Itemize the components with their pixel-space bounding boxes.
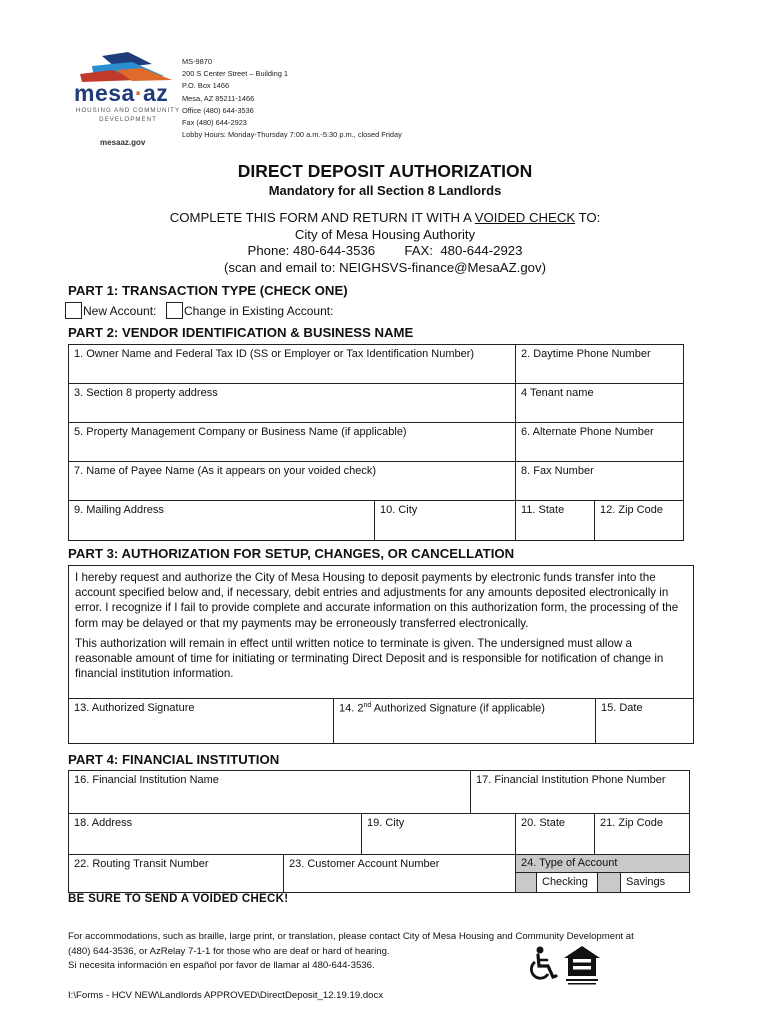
payee-name-field[interactable] xyxy=(68,461,516,501)
field-label: 8. Fax Number xyxy=(521,465,594,477)
housing-authority-name: City of Mesa Housing Authority xyxy=(294,226,476,242)
accommodations-line: For accommodations, such as braille, large print, or translation, please contact City of Mesa Housing and Community Development at xyxy=(68,931,634,942)
logo-url: mesaaz.gov xyxy=(100,138,146,147)
checking-checkbox[interactable] xyxy=(515,872,537,893)
part3-heading: PART 3: AUTHORIZATION FOR SETUP, CHANGES, OR CANCELLATION xyxy=(68,546,515,561)
field-label: 13. Authorized Signature xyxy=(74,702,195,714)
field-label: 4 Tenant name xyxy=(521,387,594,399)
voided-check-text: VOIDED CHECK xyxy=(474,210,576,225)
field-label: 15. Date xyxy=(601,702,643,714)
office-address xyxy=(182,56,402,141)
field-label: 10. City xyxy=(380,504,418,516)
accommodations-note xyxy=(68,930,698,974)
field-label: 23. Customer Account Number xyxy=(289,858,440,870)
mesa-az-logo-mark xyxy=(72,50,180,84)
address-line: Office (480) 644-3536 xyxy=(182,105,254,115)
equal-housing-icon xyxy=(562,944,602,991)
field-label: 24. Type of Account xyxy=(521,857,618,869)
authorization-paragraph: I hereby request and authorize the City of Mesa Housing to deposit payments by electronic funds transfer into the account specified below and, if necessary, debit entries and adjustments for any amounts deposited electronically in error. I recognize if I fail to provide complete and accurate information on this authorization form, the processing of the form may be delayed or that my payments may be erroneously transferred electronically. xyxy=(75,571,679,630)
address-line: Fax (480) 644-2923 xyxy=(182,118,247,128)
address-line: Lobby Hours: Monday-Thursday 7:00 a.m.-5:30 p.m., closed Friday xyxy=(182,130,402,140)
account-number-field[interactable] xyxy=(283,854,516,893)
account-type-header xyxy=(515,854,690,873)
alternate-phone-field[interactable] xyxy=(515,422,684,462)
form-subtitle: Mandatory for all Section 8 Landlords xyxy=(268,183,502,198)
institution-phone-field[interactable] xyxy=(470,770,690,814)
institution-address-field[interactable] xyxy=(68,813,362,855)
authorization-text xyxy=(68,565,694,699)
new-account-checkbox[interactable] xyxy=(65,302,82,319)
zip-code-field[interactable] xyxy=(594,500,684,541)
field-label: 3. Section 8 property address xyxy=(74,387,218,399)
field-label: 21. Zip Code xyxy=(600,817,663,829)
daytime-phone-field[interactable] xyxy=(515,344,684,384)
logo-wordmark: mesa·az xyxy=(74,80,169,106)
field-label: 22. Routing Transit Number xyxy=(74,858,209,870)
owner-name-field[interactable] xyxy=(68,344,516,384)
field-label: 2. Daytime Phone Number xyxy=(521,348,651,360)
logo-subtitle: HOUSING AND COMMUNITY DEVELOPMENT xyxy=(75,107,181,123)
instruction-text-end: TO: xyxy=(575,210,601,225)
checking-label: Checking xyxy=(542,876,588,888)
fax-number-field[interactable] xyxy=(515,461,684,501)
part1-heading: PART 1: TRANSACTION TYPE (CHECK ONE) xyxy=(68,283,348,298)
file-path-footer: I:\Forms - HCV NEW\Landlords APPROVED\DirectDeposit_12.19.19.docx xyxy=(68,990,384,1001)
institution-zip-field[interactable] xyxy=(594,813,690,855)
voided-check-note: BE SURE TO SEND A VOIDED CHECK! xyxy=(68,893,289,905)
field-label: 5. Property Management Company or Business Name (if applicable) xyxy=(74,426,407,438)
email-instruction: (scan and email to: NEIGHSVS-finance@MesaAZ.gov) xyxy=(224,259,546,275)
change-account-label: Change in Existing Account: xyxy=(184,304,334,318)
accommodations-line: (480) 644-3536, or AzRelay 7-1-1 for those who are deaf or hard of hearing. xyxy=(68,945,390,957)
field-label: 19. City xyxy=(367,817,405,829)
accessibility-icon xyxy=(526,946,558,987)
city-field[interactable] xyxy=(374,500,516,541)
change-account-checkbox[interactable] xyxy=(166,302,183,319)
instructions xyxy=(0,210,770,276)
part4-heading: PART 4: FINANCIAL INSTITUTION xyxy=(68,752,280,767)
field-label: 9. Mailing Address xyxy=(74,504,164,516)
field-label: 16. Financial Institution Name xyxy=(74,774,219,786)
field-label: 20. State xyxy=(521,817,566,829)
field-label: 18. Address xyxy=(74,817,133,829)
field-label: 12. Zip Code xyxy=(600,504,663,516)
state-field[interactable] xyxy=(515,500,595,541)
institution-state-field[interactable] xyxy=(515,813,595,855)
savings-label: Savings xyxy=(626,876,666,888)
part2-heading: PART 2: VENDOR IDENTIFICATION & BUSINESS NAME xyxy=(68,325,414,340)
field-label: 1. Owner Name and Federal Tax ID (SS or Employer or Tax Identification Number) xyxy=(74,348,475,360)
field-label: 6. Alternate Phone Number xyxy=(521,426,654,438)
termination-paragraph: This authorization will remain in effect until written notice to terminate is given. The undersigned must allow a reasonable amount of time for initiating or terminating Direct Deposit and is responsible for notification of change in financial institution information. xyxy=(75,636,664,681)
tenant-name-field[interactable] xyxy=(515,383,684,423)
new-account-label: New Account: xyxy=(83,304,157,318)
field-label: 17. Financial Institution Phone Number xyxy=(476,774,666,786)
savings-checkbox[interactable] xyxy=(597,872,621,893)
second-signature-field[interactable] xyxy=(333,698,596,744)
checking-option xyxy=(536,872,598,893)
field-label: 14. 2nd Authorized Signature (if applicable) xyxy=(339,702,545,715)
management-company-field[interactable] xyxy=(68,422,516,462)
phone-fax: Phone: 480-644-3536 FAX: 480-644-2923 xyxy=(247,243,523,258)
address-line: Mesa, AZ 85211-1466 xyxy=(182,93,255,103)
authorized-signature-field[interactable] xyxy=(68,698,334,744)
institution-name-field[interactable] xyxy=(68,770,471,814)
accommodations-line: Si necesita información en español por favor de llamar al 480-644-3536. xyxy=(68,960,375,972)
address-line: 200 S Center Street – Building 1 xyxy=(182,69,288,79)
instruction-text: COMPLETE THIS FORM AND RETURN IT WITH A xyxy=(169,210,475,225)
address-line: P.O. Box 1466 xyxy=(182,81,230,91)
address-line: MS-9870 xyxy=(182,57,212,66)
field-label: 11. State xyxy=(521,504,565,516)
savings-option xyxy=(620,872,690,893)
routing-number-field[interactable] xyxy=(68,854,284,893)
field-label: 7. Name of Payee Name (As it appears on your voided check) xyxy=(74,465,377,477)
institution-city-field[interactable] xyxy=(361,813,516,855)
date-field[interactable] xyxy=(595,698,694,744)
property-address-field[interactable] xyxy=(68,383,516,423)
mailing-address-field[interactable] xyxy=(68,500,375,541)
form-title: DIRECT DEPOSIT AUTHORIZATION xyxy=(237,161,533,181)
